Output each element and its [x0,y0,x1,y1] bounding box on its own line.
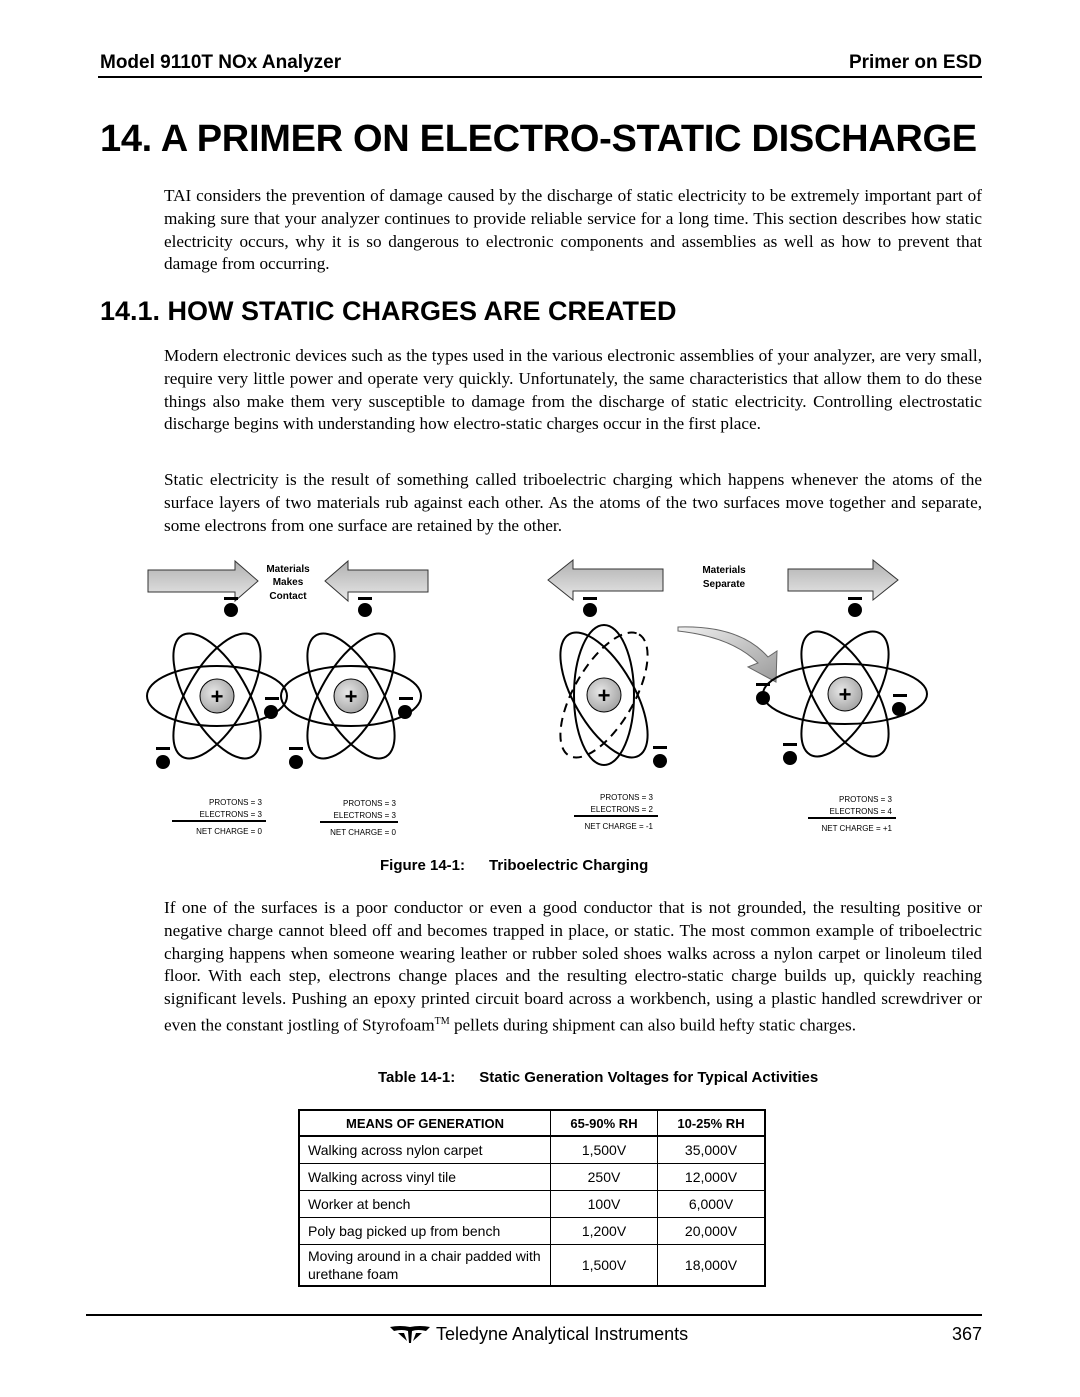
static-voltage-table [298,1109,766,1287]
label-materials-contact-2: Makes [272,577,304,588]
table-cell-activity: Poly bag picked up from bench [299,1218,551,1245]
atom-4 [756,597,927,770]
table-cell-high-rh: 100V [551,1191,658,1218]
figure-caption [380,857,648,874]
table-caption-number: Table 14-1: [378,1069,456,1086]
atom-4-protons: PROTONS = 3 [839,795,892,804]
push-left-arrow [325,561,428,601]
svg-text:+: + [210,684,224,709]
table-cell-low-rh: 6,000V [658,1191,766,1218]
svg-text:+: + [597,683,611,708]
column-header-high-rh: 65-90% RH [551,1110,658,1136]
table-cell-activity: Moving around in a chair padded with urethane foam [299,1245,551,1287]
atom-1-protons: PROTONS = 3 [209,798,262,807]
column-header-means: MEANS OF GENERATION [299,1110,551,1136]
atom-3 [543,597,667,771]
footer-rule [86,1314,982,1316]
table-cell-activity: Walking across nylon carpet [299,1136,551,1164]
table-cell-low-rh: 12,000V [658,1164,766,1191]
atom-1-net-charge: NET CHARGE = 0 [196,827,262,836]
table-cell-low-rh: 35,000V [658,1136,766,1164]
paragraph-3 [164,897,982,1038]
table-cell-low-rh: 20,000V [658,1218,766,1245]
pull-left-arrow [548,560,663,600]
atom-1 [147,597,287,772]
paragraph-3-text-b: pellets during shipment can also build hefty static charges. [449,1015,857,1035]
table-cell-high-rh: 1,500V [551,1245,658,1287]
atom-3-protons: PROTONS = 3 [600,793,653,802]
label-materials-separate-1: Materials [702,565,746,576]
atom-3-electrons: ELECTRONS = 2 [590,805,653,814]
svg-text:+: + [838,682,852,707]
table-header-row [299,1110,765,1136]
table-cell-activity: Walking across vinyl tile [299,1164,551,1191]
pull-right-arrow [788,560,898,600]
table-cell-activity: Worker at bench [299,1191,551,1218]
figure-caption-title: Triboelectric Charging [489,857,649,874]
table-row [299,1164,765,1191]
running-header-title: Model 9110T NOx Analyzer [100,52,342,73]
label-materials-contact-3: Contact [269,591,307,602]
atom-3-net-charge: NET CHARGE = -1 [584,822,653,831]
column-header-low-rh: 10-25% RH [658,1110,766,1136]
table-row [299,1191,765,1218]
running-header-section: Primer on ESD [848,52,982,73]
label-materials-separate-2: Separate [702,579,746,590]
header-rule [98,76,982,78]
trademark-mark: TM [434,1015,450,1027]
table-row [299,1245,765,1287]
section-title: 14.1. HOW STATIC CHARGES ARE CREATED [100,296,677,326]
paragraph-1: Modern electronic devices such as the types used in the various electronic assemblies of your analyzer, are very small, require very little power and operate very quickly. Unfortunately, the same characteristics that allow them to do these things also make them very susceptible to damage from the discharge of static electricity. Controlling electrostatic discharge begins with understanding how electro-static charges occur in the first place. [164,346,982,434]
intro-paragraph: TAI considers the prevention of damage caused by the discharge of static electricity to be extremely important part of making sure that your analyzer continues to provide reliable service for a long time. This section describes how static electricity occurs, why it is so dangerous to electronic components and assemblies as well as how to prevent that damage from occurring. [164,186,982,274]
atom-4-electrons: ELECTRONS = 4 [829,807,892,816]
table-row [299,1136,765,1164]
page-number: 367 [951,1324,982,1344]
label-materials-contact-1: Materials [266,564,310,575]
paragraph-2: Static electricity is the result of something called triboelectric charging which happens whenever the atoms of the surface layers of two materials rub against each other. As the atoms of the two surfaces move together and separate, some electrons from one surface are retained by the other. [164,470,982,535]
table-cell-high-rh: 1,500V [551,1136,658,1164]
figure-caption-number: Figure 14-1: [380,857,466,874]
triboelectric-charging-figure [140,555,940,845]
atom-2-protons: PROTONS = 3 [343,799,396,808]
electron-transfer-arrow [678,627,777,682]
table-caption [378,1069,818,1086]
table-cell-high-rh: 250V [551,1164,658,1191]
teledyne-logo-icon [390,1325,430,1345]
atom-1-electrons: ELECTRONS = 3 [199,810,262,819]
footer-company: Teledyne Analytical Instruments [436,1324,689,1344]
atom-2-electrons: ELECTRONS = 3 [333,811,396,820]
atom-2 [281,597,421,772]
table-row [299,1218,765,1245]
table-caption-title: Static Generation Voltages for Typical Activities [479,1069,819,1086]
svg-text:+: + [344,684,358,709]
table-cell-low-rh: 18,000V [658,1245,766,1287]
push-right-arrow [148,561,258,601]
chapter-title: 14. A PRIMER ON ELECTRO-STATIC DISCHARGE [100,118,977,160]
table-cell-high-rh: 1,200V [551,1218,658,1245]
atom-4-net-charge: NET CHARGE = +1 [821,824,892,833]
atom-2-net-charge: NET CHARGE = 0 [330,828,396,837]
paragraph-3-text-a: If one of the surfaces is a poor conductor or even a good conductor that is not grounded, the resulting positive or negative charge cannot bleed off and becomes trapped in place, or static. The most common example of triboelectric charging happens when someone wearing leather or rubber soled shoes walks across a nylon carpet or linoleum tiled floor. With each step, electrons change places and the resulting electro-static charge builds up, quickly reaching significant levels. Pushing an epoxy printed circuit board across a workbench, using a plastic handled screwdriver or even the constant jostling of Styrofoam [164,898,982,1035]
